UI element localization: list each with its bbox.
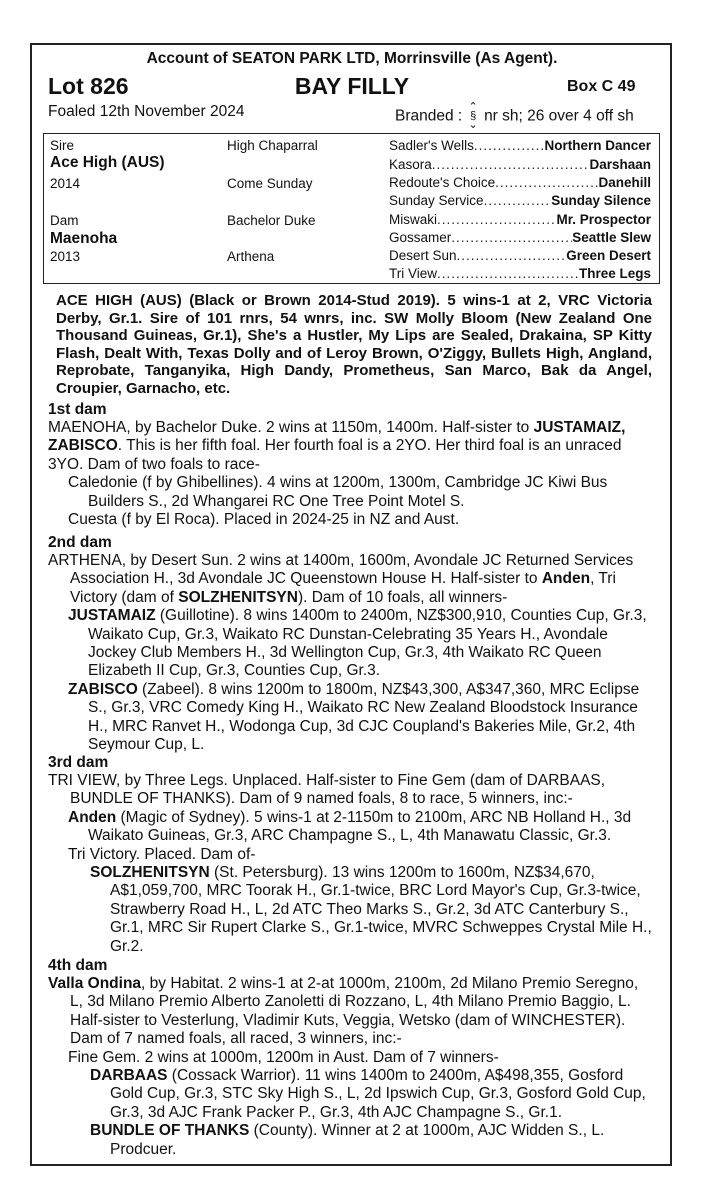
dam-sire: Bachelor Duke <box>227 213 316 228</box>
progeny-entry: DARBAAS (Cossack Warrior). 11 wins 1400m to 2400m, A$498,355, Gosford Gold Cup, Gr.3, STC Sky High S., L, 2d Ipswich Cup, Gr.3, Gosford Gold Cup, Gr.3, 3d AJC Frank Packer P., Gr.3, 4th AJC Champagne S., Gr.1. <box>90 1067 646 1121</box>
horse-description: BAY FILLY <box>294 73 410 99</box>
gen3-row: Sunday Service ..... Sunday Silence <box>389 193 651 208</box>
third-dam-heading: 3rd dam <box>48 754 109 771</box>
second-dam-section: ARTHENA, by Desert Sun. 2 wins at 1400m, 1600m, Avondale JC Returned Services Association H., 3d Avondale JC Queenstown House H. Half-sister to Anden, Tri Victory (dam of SOLZHENITSYN). Dam of 10 foals, all winners- JUSTAMAIZ (Guillotine). 8 wins 1400m to 2400m, NZ$300,910, Counties Cup, Gr.3, Waikato Cup, Gr.3, Waikato RC Dunstan-Celebrating 35 Years H., Avondale Jockey Club Members H., 3d Wellington Cup, Gr.3, 4th Waikato RC Queen Elizabeth II Cup, Gr.3, Counties Cup, Gr.3. ZABISCO (Zabeel). 8 wins 1200m to 1800m, NZ$43,300, A$347,360, MRC Eclipse S., Gr.3, VRC Comedy King H., Waikato RC New Zealand Bloodstock Insurance H., MRC Ranvet H., Wodonga Cup, 3d CJC Coupland's Bakeries Mile, Gr.2, 4th Seymour Cup, L. <box>48 552 652 754</box>
brand-mark-icon: ⌃ § ⌄ <box>468 101 478 131</box>
progeny-entry: SOLZHENITSYN (St. Petersburg). 13 wins 1200m to 1600m, NZ$34,670, A$1,059,700, MRC Toorak H., Gr.1-twice, BRC Lord Mayor's Cup, Gr.3-twice, Strawberry Road H., L, 2d ATC Theo Marks S., Gr.2, 3d ATC Canterbury S., Gr.1, MRC Sir Rupert Clarke S., Gr.1-twice, MVRC Schweppes Crystal Mile H., Gr.2. <box>90 864 652 955</box>
progeny-entry: ZABISCO (Zabeel). 8 wins 1200m to 1800m, NZ$43,300, A$347,360, MRC Eclipse S., Gr.3, VRC Comedy King H., Waikato RC New Zealand Bloodstock Insurance H., MRC Ranvet H., Wodonga Cup, 3d CJC Coupland's Bakeries Mile, Gr.2, 4th Seymour Cup, L. <box>68 680 640 754</box>
gen3-row: Kasora ..... Darshaan <box>389 157 651 172</box>
progeny-entry: JUSTAMAIZ (Guillotine). 8 wins 1400m to 2400m, NZ$300,910, Counties Cup, Gr.3, Waikato Cup, Gr.3, Waikato RC Dunstan-Celebrating 35 Years H., Avondale Jockey Club Members H., 3d Wellington Cup, Gr.3, 4th Waikato RC Queen Elizabeth II Cup, Gr.3, Counties Cup, Gr.3. <box>68 607 647 680</box>
progeny-entry: Cuesta (f by El Roca). Placed in 2024-25 in NZ and Aust. <box>68 511 460 529</box>
gen3-row: Redoute's Choice ..... Danehill <box>389 175 651 190</box>
progeny-entry: Fine Gem. 2 wins at 1000m, 1200m in Aust. Dam of 7 winners- <box>68 1048 499 1066</box>
progeny-entry: Anden (Magic of Sydney). 5 wins-1 at 2-1150m to 2100m, ARC NB Holland H., 3d Waikato Guineas, Gr.3, ARC Champagne S., L, 4th Manawatu Classic, Gr.3. <box>68 808 632 845</box>
branded-info: Branded : ⌃ § ⌄ nr sh; 26 over 4 off sh <box>395 101 634 131</box>
dam-label: Dam <box>50 213 79 228</box>
gen3-row: Sadler's Wells ..... Northern Dancer <box>389 138 651 153</box>
sire-name: Ace High (AUS) <box>50 154 165 171</box>
progeny-entry: Tri Victory. Placed. Dam of- <box>68 845 256 863</box>
second-dam-heading: 2nd dam <box>48 534 112 551</box>
dam-year: 2013 <box>50 249 81 264</box>
fourth-dam-heading: 4th dam <box>48 957 108 974</box>
sire-year: 2014 <box>50 176 81 191</box>
sire-sire: High Chaparral <box>227 138 318 153</box>
third-dam-section: TRI VIEW, by Three Legs. Unplaced. Half-sister to Fine Gem (dam of DARBAAS, BUNDLE OF THANKS). Dam of 9 named foals, 8 to race, 5 winners, inc:- Anden (Magic of Sydney). 5 wins-1 at 2-1150m to 2100m, ARC NB Holland H., 3d Waikato Guineas, Gr.3, ARC Champagne S., L, 4th Manawatu Classic, Gr.3. Tri Victory. Placed. Dam of- SOLZHENITSYN (St. Petersburg). 13 wins 1200m to 1600m, NZ$34,670, A$1,059,700, MRC Toorak H., Gr.1-twice, BRC Lord Mayor's Cup, Gr.3-twice, Strawberry Road H., L, 2d ATC Theo Marks S., Gr.2, 3d ATC Canterbury S., Gr.1, MRC Sir Rupert Clarke S., Gr.1-twice, MVRC Schweppes Crystal Mile H., Gr.2. <box>48 772 652 955</box>
first-dam-section: MAENOHA, by Bachelor Duke. 2 wins at 1150m, 1400m. Half-sister to JUSTAMAIZ, ZABISCO. This is her fifth foal. Her fourth foal is a 2YO. Her third foal is an unraced 3YO. Dam of two foals to race- Caledonie (f by Ghibellines). 4 wins at 1200m, 1300m, Cambridge JC Kiwi Bus Builders S., 2d Whangarei RC One Tree Point Motel S. Cuesta (f by El Roca). Placed in 2024-25 in NZ and Aust. <box>48 419 652 529</box>
foaled-date: Foaled 12th November 2024 <box>48 103 245 120</box>
dam-name: Maenoha <box>50 230 118 247</box>
gen3-row: Miswaki ..... Mr. Prospector <box>389 212 651 227</box>
gen3-row: Gossamer ..... Seattle Slew <box>389 230 651 245</box>
sire-biography: ACE HIGH (AUS) (Black or Brown 2014-Stud 2019). 5 wins-1 at 2, VRC Victoria Derby, Gr.1. Sire of 101 rnrs, 54 wnrs, inc. SW Molly Bloom (New Zealand One Thousand Guineas, Gr.1), She's a Hustler, My Lips are Sealed, Drakaina, SP Kitty Flash, Dealt With, Texas Dolly and of Leroy Brown, O'Ziggy, Bullets High, Angland, Reprobate, Tanganyika, High Dandy, Prometheus, San Marco, Bak da Angel, Croupier, Garnacho, etc. <box>56 292 652 397</box>
progeny-entry: BUNDLE OF THANKS (County). Winner at 2 at 1000m, AJC Widden S., L. Prodcuer. <box>90 1122 605 1158</box>
vendor-account: Account of SEATON PARK LTD, Morrinsville (As Agent). <box>146 50 558 67</box>
sire-dam: Come Sunday <box>227 176 313 191</box>
sibling-names: JUSTAMAIZ, ZABISCO <box>48 419 626 455</box>
sire-label: Sire <box>50 138 75 153</box>
fourth-dam-section: Valla Ondina, by Habitat. 2 wins-1 at 2-at 1000m, 2100m, 2d Milano Premio Seregno, L, 3d Milano Premio Alberto Zanoletti di Rozzano, L, 4th Milano Premio Baggio, L. Half-sister to Vesterlung, Vladimir Kuts, Veggia, Wetsko (dam of WINCHESTER). Dam of 7 named foals, all raced, 3 winners, inc:- Fine Gem. 2 wins at 1000m, 1200m in Aust. Dam of 7 winners- DARBAAS (Cossack Warrior). 11 wins 1400m to 2400m, A$498,355, Gosford Gold Cup, Gr.3, STC Sky High S., L, 2d Ipswich Cup, Gr.3, Gosford Gold Cup, Gr.3, 3d AJC Frank Packer P., Gr.3, 4th AJC Champagne S., Gr.1. BUNDLE OF THANKS (County). Winner at 2 at 1000m, AJC Widden S., L. Prodcuer. <box>48 975 652 1159</box>
gen3-row: Tri View ..... Three Legs <box>389 266 651 281</box>
lot-number: Lot 826 <box>48 73 129 99</box>
box-number: Box C 49 <box>567 78 636 95</box>
dam-dam: Arthena <box>227 249 275 264</box>
progeny-entry: Caledonie (f by Ghibellines). 4 wins at 1200m, 1300m, Cambridge JC Kiwi Bus Builders S., 2d Whangarei RC One Tree Point Motel S. <box>68 474 608 510</box>
first-dam-heading: 1st dam <box>48 401 107 418</box>
gen3-row: Desert Sun ..... Green Desert <box>389 248 651 263</box>
